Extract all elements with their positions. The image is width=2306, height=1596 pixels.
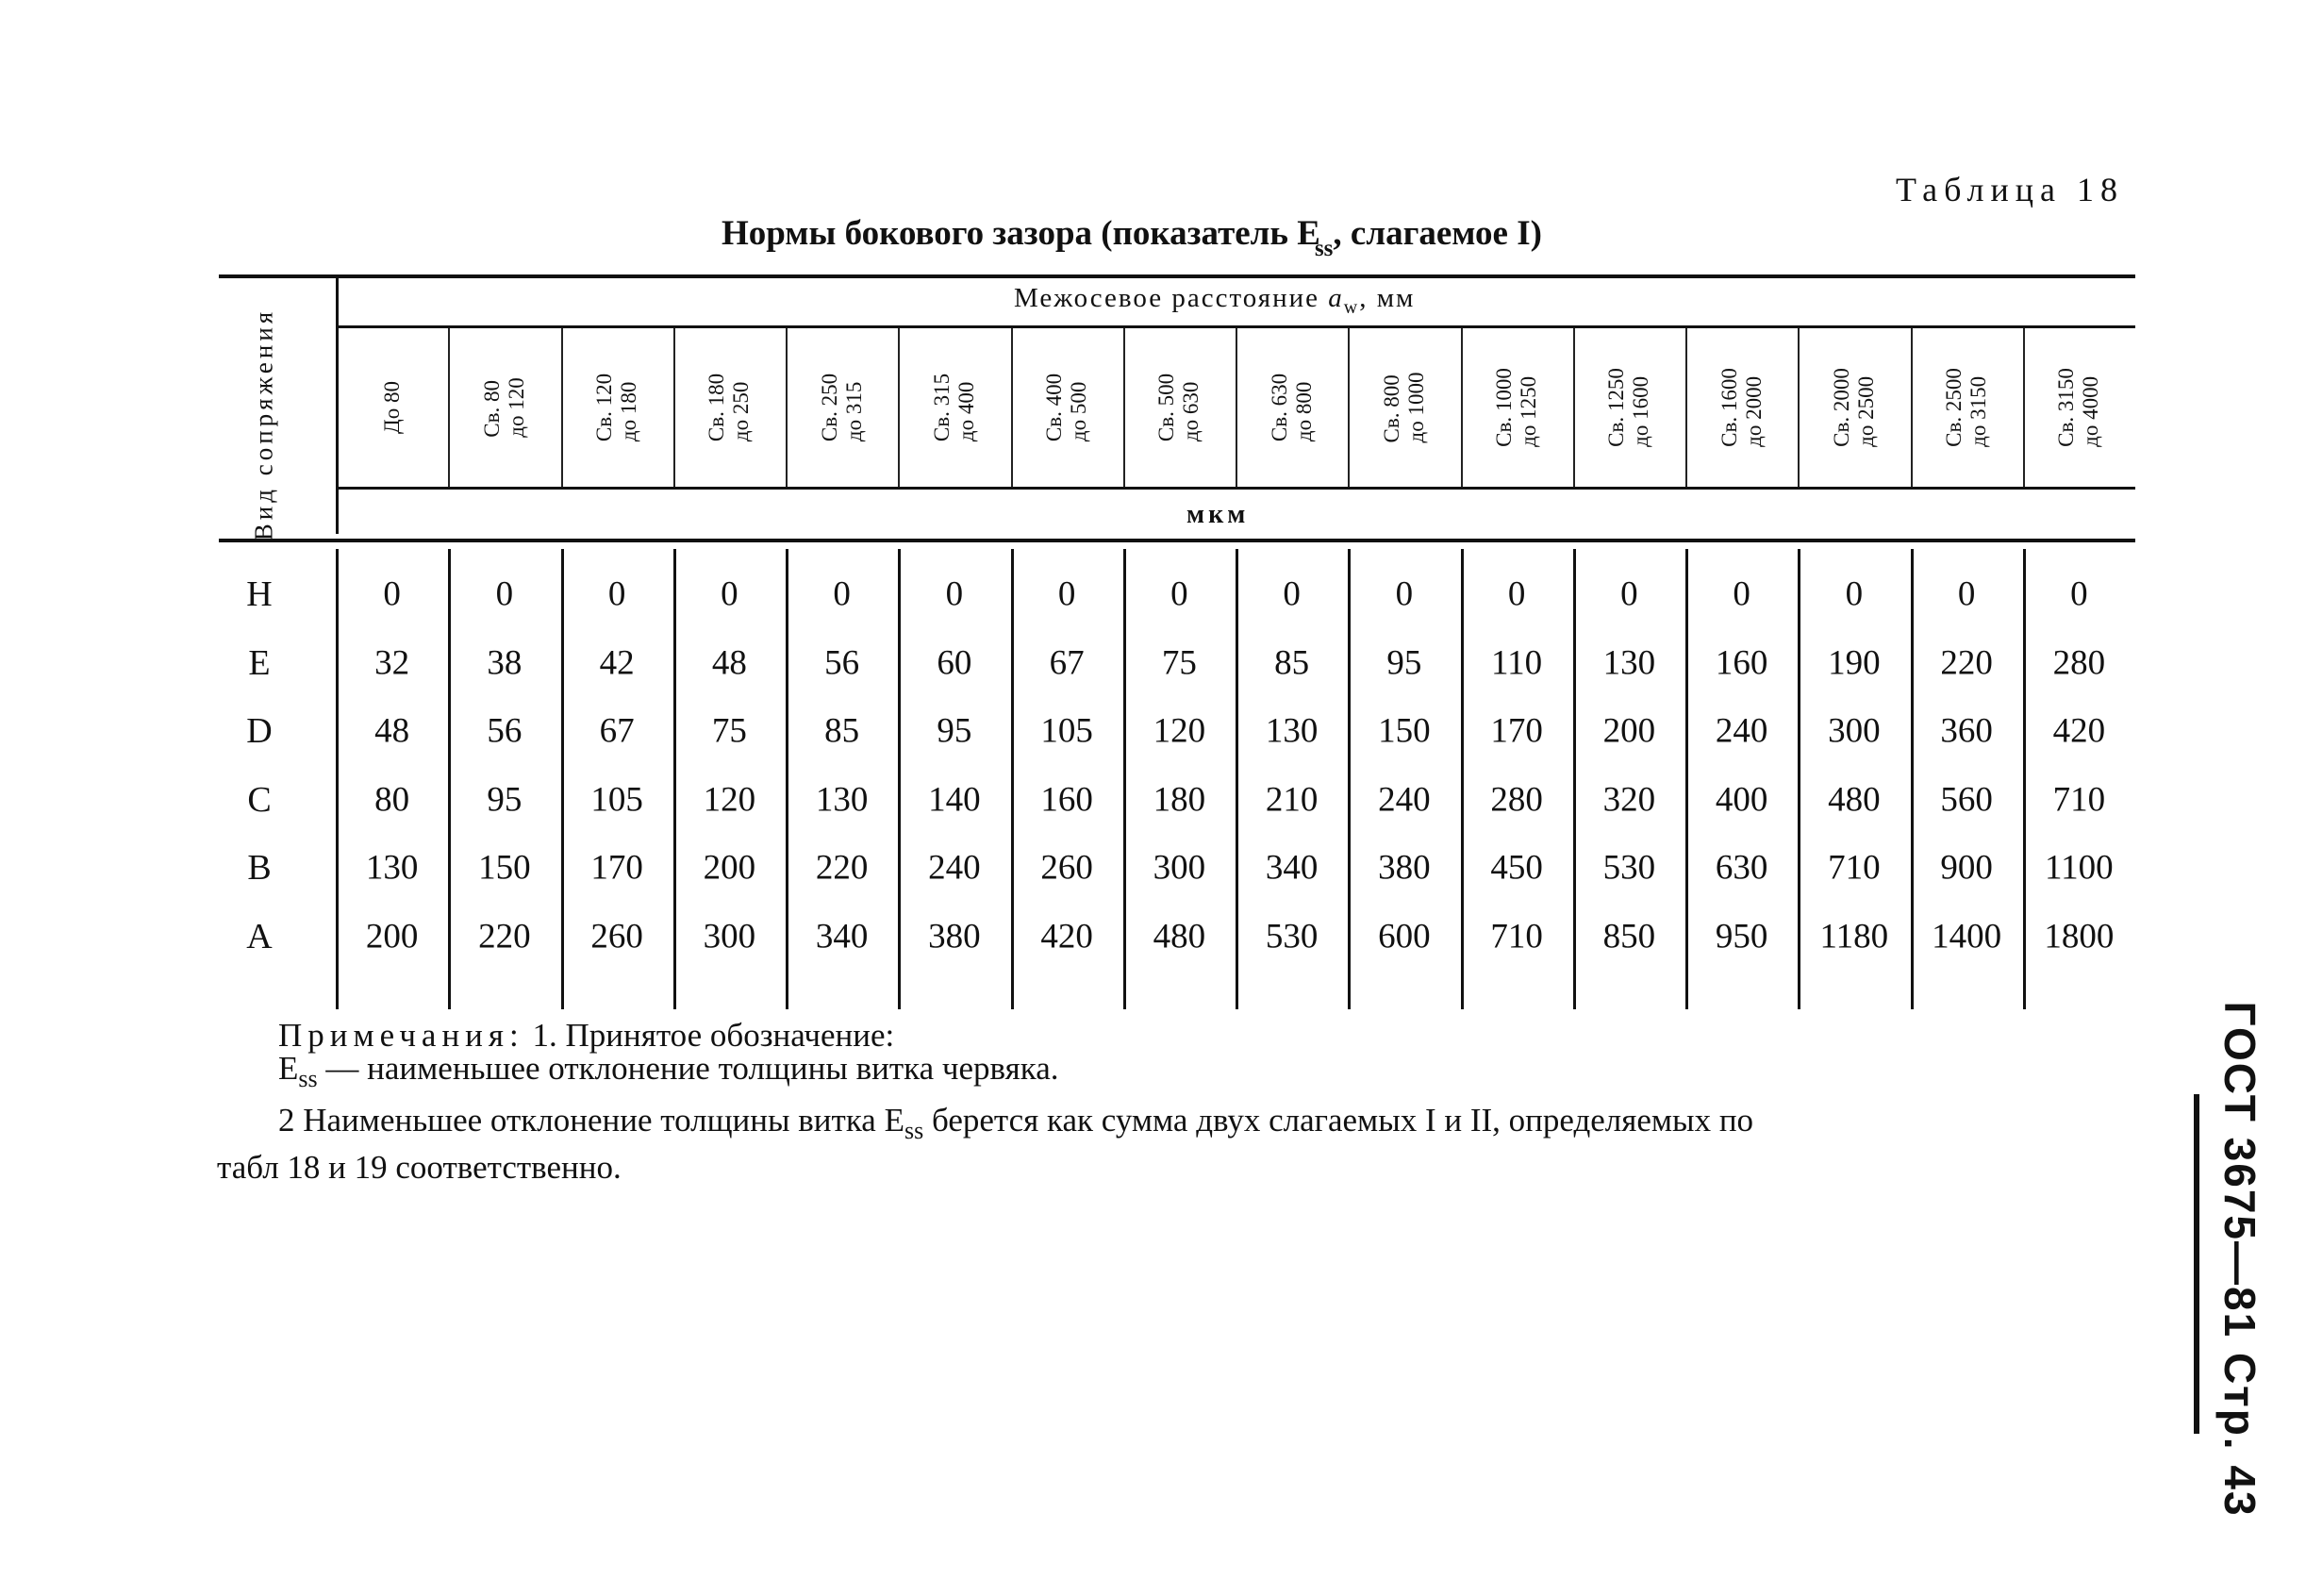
table-cell: 0 (1057, 574, 1076, 614)
table-cell: 200 (365, 917, 419, 956)
column-header-line-2: до 1250 (1517, 375, 1541, 447)
table-cell: 400 (1715, 780, 1768, 819)
table-cell: 710 (1490, 917, 1543, 956)
table-cell: 0 (1283, 574, 1301, 614)
column-header-line-2: до 315 (841, 381, 866, 442)
column-header-line-1: Св. 315 (929, 373, 954, 442)
table-cell: 105 (1040, 711, 1093, 751)
row-label: C (247, 779, 272, 820)
table-cell: 1100 (2045, 848, 2114, 888)
body-column-divider (561, 549, 564, 1009)
column-head-rule (336, 487, 2135, 490)
body-column-divider (1123, 549, 1126, 1009)
column-head-divider (1348, 328, 1350, 487)
note-line-4: табл 18 и 19 соответственно. (217, 1149, 622, 1186)
range-title-subscript: w (1343, 296, 1360, 318)
column-head-divider (1911, 328, 1913, 487)
table-cell: 300 (1153, 848, 1206, 888)
table-cell: 340 (1265, 848, 1319, 888)
column-header (1717, 368, 1767, 447)
column-head-divider (1123, 328, 1125, 487)
column-header-line-2: до 180 (617, 381, 641, 442)
body-column-divider (1011, 549, 1014, 1009)
column-header-line-1: До 80 (379, 381, 404, 434)
table-cell: 150 (1378, 711, 1431, 751)
table-cell: 0 (383, 574, 401, 614)
table-cell: 75 (1161, 643, 1197, 682)
body-column-divider (673, 549, 676, 1009)
table-cell: 130 (1265, 711, 1319, 751)
body-column-divider (448, 549, 451, 1009)
table-cell: 180 (1153, 780, 1206, 819)
table-cell: 950 (1715, 917, 1768, 956)
table-cell: 240 (1715, 711, 1768, 751)
body-column-divider (1798, 549, 1800, 1009)
table-cell: 0 (1620, 574, 1638, 614)
column-header-line-2: до 500 (1067, 381, 1091, 442)
table-cell: 170 (1490, 711, 1543, 751)
table-cell: 260 (590, 917, 643, 956)
column-header (380, 381, 405, 434)
table-cell: 150 (478, 848, 531, 888)
table-cell: 380 (1378, 848, 1431, 888)
table-cell: 48 (374, 711, 410, 751)
table-cell: 170 (590, 848, 643, 888)
table-cell: 75 (711, 711, 747, 751)
notes-heading: Примечания: (278, 1017, 524, 1054)
column-header (1604, 368, 1653, 447)
body-column-divider (1348, 549, 1351, 1009)
table-cell: 0 (1733, 574, 1750, 614)
column-header-line-2: до 120 (504, 377, 528, 438)
note-symbol-subscript: ss (298, 1065, 318, 1092)
column-header-line-2: до 2000 (1741, 375, 1766, 447)
table-cell: 80 (374, 780, 410, 819)
table-cell: 120 (1153, 711, 1206, 751)
table-cell: 0 (1507, 574, 1526, 614)
table-cell: 160 (1715, 643, 1768, 682)
note-line-1 (278, 1017, 894, 1055)
table-cell: 340 (815, 917, 869, 956)
column-head-divider (786, 328, 788, 487)
note-line-3 (278, 1102, 1753, 1145)
table-cell: 480 (1153, 917, 1206, 956)
note-line-3-before: 2 Наименьшее отклонение толщины витка E (278, 1102, 904, 1139)
body-column-divider (1461, 549, 1464, 1009)
table-cell: 320 (1602, 780, 1656, 819)
table-cell: 600 (1378, 917, 1431, 956)
column-header (1380, 373, 1429, 443)
column-header (480, 377, 529, 437)
column-header (1942, 368, 1991, 447)
column-head-divider (448, 328, 450, 487)
table-cell: 38 (487, 643, 523, 682)
table-cell: 450 (1490, 848, 1543, 888)
title-subscript: ss (1314, 236, 1334, 261)
note-line-3-after: берется как сумма двух слагаемых I и II, определяемых по (923, 1102, 1754, 1139)
table-cell: 0 (1395, 574, 1414, 614)
table-cell: 1400 (1932, 917, 2002, 956)
note-symbol: E (278, 1050, 299, 1087)
table-cell: 85 (824, 711, 860, 751)
range-title-text: Межосевое расстояние (1014, 283, 1329, 313)
table-cell: 260 (1040, 848, 1093, 888)
table-cell: 120 (703, 780, 756, 819)
table-cell: 67 (599, 711, 635, 751)
table-cell: 95 (937, 711, 972, 751)
column-header-line-2: до 800 (1291, 381, 1316, 442)
title-text-after: , слагаемое I) (1333, 214, 1542, 253)
note-line-1-text: 1. Принятое обозначение: (523, 1017, 895, 1054)
table-cell: 300 (1828, 711, 1881, 751)
table-cell: 190 (1828, 643, 1881, 682)
table-cell: 850 (1602, 917, 1656, 956)
column-head-divider (1798, 328, 1800, 487)
column-header-line-2: до 400 (954, 381, 978, 442)
table-cell: 0 (2070, 574, 2088, 614)
column-header-line-1: Св. 3150 (2054, 368, 2079, 447)
column-header-line-1: Св. 630 (1267, 373, 1291, 442)
table-cell: 0 (1957, 574, 1976, 614)
column-header (1042, 374, 1091, 441)
column-header-line-2: до 3150 (1966, 375, 1991, 447)
table-cell: 1180 (1819, 917, 1889, 956)
body-column-divider (1911, 549, 1914, 1009)
column-header-line-2: до 2500 (1853, 375, 1878, 447)
column-header (1268, 374, 1317, 441)
table-cell: 210 (1265, 780, 1319, 819)
column-header-line-1: Св. 2500 (1942, 368, 1966, 447)
column-head-divider (1236, 328, 1237, 487)
side-marker-rule (2194, 1094, 2199, 1434)
column-head-divider (1461, 328, 1463, 487)
column-header-line-2: до 630 (1179, 381, 1203, 442)
row-label: E (248, 642, 271, 683)
table-cell: 130 (815, 780, 869, 819)
column-header (1154, 374, 1203, 441)
table-cell: 630 (1715, 848, 1768, 888)
range-title-symbol: a (1328, 283, 1344, 313)
column-header (2054, 368, 2103, 447)
table-cell: 530 (1265, 917, 1319, 956)
table-cell: 710 (2052, 780, 2106, 819)
column-header-line-1: Св. 500 (1154, 373, 1179, 442)
table-cell: 220 (1940, 643, 1993, 682)
table-label: Таблица 18 (1896, 171, 2124, 208)
table-title (722, 213, 1542, 262)
column-head-divider (898, 328, 900, 487)
row-label: A (246, 916, 273, 956)
column-header-line-1: Св. 1250 (1604, 368, 1629, 447)
table-cell: 105 (590, 780, 643, 819)
column-header (818, 374, 867, 441)
column-header (1492, 368, 1541, 447)
column-header-line-2: до 1000 (1403, 372, 1428, 443)
table-top-rule (219, 274, 2135, 278)
column-header-line-1: Св. 400 (1042, 373, 1067, 442)
table-cell: 110 (1491, 643, 1543, 682)
body-column-divider (2023, 549, 2026, 1009)
table-cell: 200 (1602, 711, 1656, 751)
title-text-before: Нормы бокового зазора (показатель E (722, 214, 1320, 253)
table-cell: 42 (599, 643, 635, 682)
row-label: H (246, 574, 273, 614)
row-label: B (247, 848, 272, 888)
table-cell: 160 (1040, 780, 1093, 819)
table-cell: 95 (1386, 643, 1422, 682)
table-cell: 56 (824, 643, 860, 682)
table-cell: 560 (1940, 780, 1993, 819)
column-head-divider (673, 328, 675, 487)
column-header-line-1: Св. 1000 (1492, 368, 1517, 447)
column-header-line-1: Св. 800 (1379, 374, 1403, 443)
table-cell: 380 (928, 917, 981, 956)
table-cell: 0 (1170, 574, 1188, 614)
table-cell: 48 (711, 643, 747, 682)
range-title (1014, 283, 1415, 319)
table-cell: 0 (1845, 574, 1864, 614)
table-cell: 530 (1602, 848, 1656, 888)
column-header-line-1: Св. 120 (592, 373, 617, 442)
body-column-divider (1236, 549, 1238, 1009)
body-column-divider (1573, 549, 1576, 1009)
table-cell: 240 (928, 848, 981, 888)
table-cell: 32 (374, 643, 410, 682)
table-cell: 67 (1049, 643, 1085, 682)
table-cell: 420 (2052, 711, 2106, 751)
table-cell: 0 (495, 574, 514, 614)
row-label: D (246, 711, 273, 751)
column-head-divider (1685, 328, 1687, 487)
table-cell: 60 (937, 643, 972, 682)
note-line-3-subscript: ss (904, 1117, 924, 1144)
table-cell: 420 (1040, 917, 1093, 956)
column-head-divider (2023, 328, 2025, 487)
note-line-2 (278, 1050, 1058, 1093)
side-standard-marker: ГОСТ 3675—81 Стр. 43 (2215, 1001, 2265, 1518)
column-header-line-2: до 4000 (2079, 375, 2103, 447)
table-cell: 95 (487, 780, 523, 819)
table-cell: 200 (703, 848, 756, 888)
table-cell: 0 (607, 574, 626, 614)
column-header (592, 374, 641, 441)
column-header-line-1: Св. 180 (705, 373, 729, 442)
table-cell: 130 (365, 848, 419, 888)
column-head-divider (561, 328, 563, 487)
column-header-line-2: до 1600 (1629, 375, 1653, 447)
table-cell: 140 (928, 780, 981, 819)
table-cell: 56 (487, 711, 523, 751)
table-cell: 900 (1940, 848, 1993, 888)
column-header (705, 374, 754, 441)
column-header-line-1: Св. 80 (479, 380, 504, 438)
column-head-divider (1011, 328, 1013, 487)
table-cell: 1800 (2044, 917, 2115, 956)
table-cell: 130 (1602, 643, 1656, 682)
row-header-label: Вид сопряжения (249, 308, 278, 541)
header-bottom-rule (219, 539, 2135, 542)
table-cell: 85 (1274, 643, 1310, 682)
table-cell: 0 (721, 574, 738, 614)
table-cell: 280 (1490, 780, 1543, 819)
table-cell: 360 (1940, 711, 1993, 751)
table-cell: 0 (945, 574, 964, 614)
row-label-divider (336, 277, 339, 534)
table-cell: 300 (703, 917, 756, 956)
body-column-divider (898, 549, 901, 1009)
column-header-line-1: Св. 1600 (1717, 368, 1741, 447)
column-header-line-2: до 250 (729, 381, 754, 442)
table-cell: 220 (815, 848, 869, 888)
column-header-line-1: Св. 2000 (1829, 368, 1853, 447)
table-cell: 240 (1378, 780, 1431, 819)
body-column-divider (336, 549, 339, 1009)
table-cell: 0 (833, 574, 851, 614)
unit-row-label: мкм (1186, 500, 1250, 529)
note-line-2-text: — наименьшее отклонение толщины витка червяка. (317, 1050, 1059, 1087)
table-cell: 280 (2052, 643, 2106, 682)
column-head-divider (1573, 328, 1575, 487)
table-cell: 220 (478, 917, 531, 956)
table-cell: 480 (1828, 780, 1881, 819)
table-cell: 710 (1828, 848, 1881, 888)
body-column-divider (786, 549, 788, 1009)
column-header (1830, 368, 1879, 447)
column-header (930, 374, 979, 441)
column-header-line-1: Св. 250 (817, 373, 841, 442)
range-title-unit: , мм (1359, 283, 1416, 313)
body-column-divider (1685, 549, 1688, 1009)
